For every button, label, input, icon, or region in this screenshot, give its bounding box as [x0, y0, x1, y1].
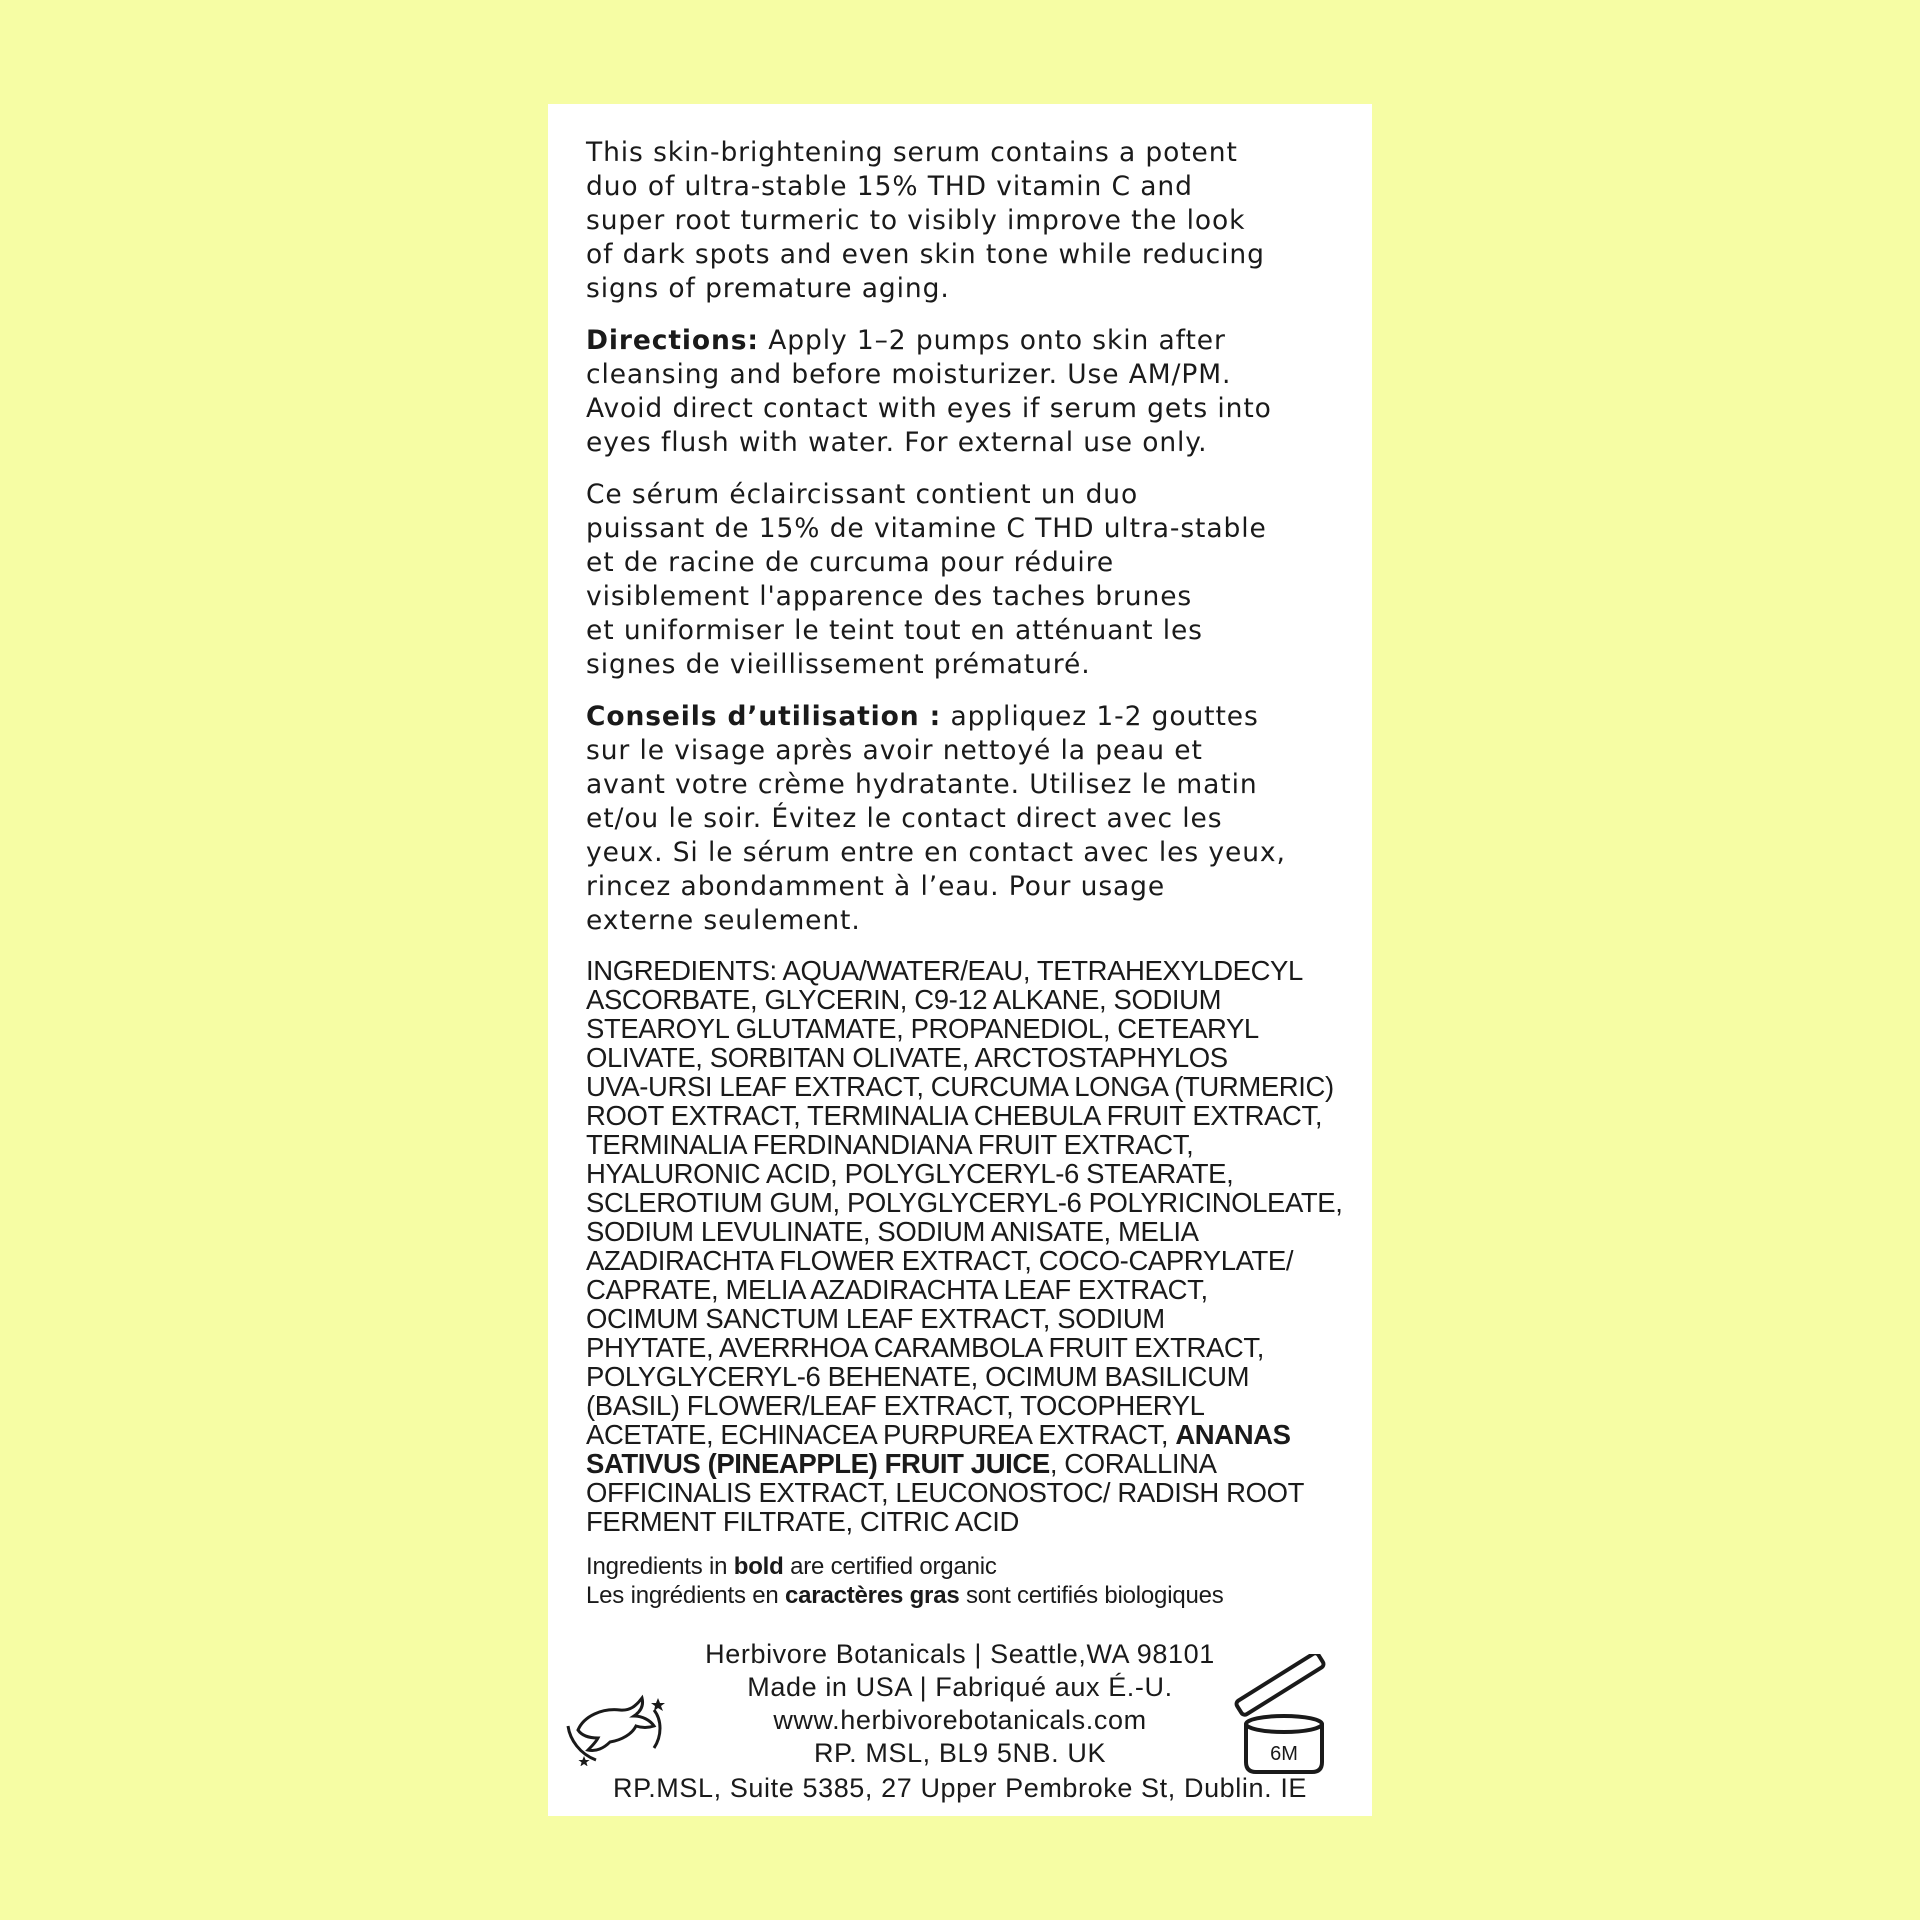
product-label — [548, 104, 1372, 1816]
ingredients-text: INGREDIENTS: AQUA/WATER/EAU, TETRAHEXYLDECYL ASCORBATE, GLYCERIN, C9-12 ALKANE, SODIUM STEAROYL GLUTAMATE, PROPANEDIOL, CETEARYL OLIVATE, SORBITAN OLIVATE, ARCTOSTAPHYLOS UVA-URSI LEAF EXTRACT, CURCUMA LONGA (TURMERIC) ROOT EXTRACT, TERMINALIA CHEBULA FRUIT EXTRACT, TERMINALIA FERDINANDIANA FRUIT EXTRACT, HYALURONIC ACID, POLYGLYCERYL-6 STEARATE, SCLEROTIUM GUM, POLYGLYCERYL-6 POLYRICINOLEATE, SODIUM LEVULINATE, SODIUM ANISATE, MELIA AZADIRACHTA FLOWER EXTRACT, COCO-CAPRYLATE/ CAPRATE, MELIA AZADIRACHTA LEAF EXTRACT, OCIMUM SANCTUM LEAF EXTRACT, SODIUM PHYTATE, AVERRHOA CARAMBOLA FRUIT EXTRACT, POLYGLYCERYL-6 BEHENATE, OCIMUM BASILICUM (BASIL) FLOWER/LEAF EXTRACT, TOCOPHERYL ACETATE, ECHINACEA PURPUREA EXTRACT, — [586, 955, 1343, 1450]
label-content — [586, 136, 1366, 1610]
organic-note-fr-pre: Les ingrédients en — [586, 1582, 786, 1609]
ingredients-list — [586, 956, 1366, 1536]
open-jar-icon — [1228, 1654, 1338, 1784]
organic-note-en-post: are certified organic — [783, 1553, 997, 1580]
ie-representative: RP.MSL, Suite 5385, 27 Upper Pembroke St, Dublin. IE — [612, 1773, 1308, 1803]
company-address: Herbivore Botanicals | Seattle,WA 98101 — [705, 1639, 1215, 1669]
organic-note-en-bold: bold — [733, 1553, 784, 1580]
directions-en — [586, 324, 1366, 460]
ingredients-organic-bold: ANANAS SATIVUS (PINEAPPLE) FRUIT JUICE — [586, 1419, 1291, 1479]
pao-label: 6M — [1270, 1743, 1298, 1765]
organic-note-en-pre: Ingredients in — [586, 1553, 734, 1580]
label-footer — [548, 1630, 1372, 1810]
description-fr: Ce sérum éclaircissant contient un duo puissant de 15% de vitamine C THD ultra-stable et de racine de curcuma pour réduire visiblement l'apparence des taches brunes et uniformiser le teint tout en atténuant les signes de vieillissement prématuré. — [586, 479, 1267, 680]
directions-fr — [586, 700, 1366, 938]
organic-note-fr-post: sont certifiés biologiques — [959, 1582, 1224, 1609]
made-in: Made in USA | Fabriqué aux É.-U. — [747, 1672, 1173, 1702]
directions-en-heading: Directions: — [586, 325, 759, 356]
ingredients-text-end: , CORALLINA OFFICINALIS EXTRACT, LEUCONOSTOC/ RADISH ROOT FERMENT FILTRATE, CITRIC ACID — [586, 1448, 1304, 1537]
organic-note-fr-bold: caractères gras — [785, 1582, 960, 1609]
description-en: This skin-brightening serum contains a potent duo of ultra-stable 15% THD vitamin C and super root turmeric to visibly improve the look of dark spots and even skin tone while reducing signs of premature aging. — [586, 137, 1265, 304]
organic-note-fr — [586, 1581, 1366, 1610]
uk-representative: RP. MSL, BL9 5NB. UK — [813, 1738, 1107, 1768]
organic-note-en — [586, 1552, 1366, 1581]
directions-fr-heading: Conseils d’utilisation : — [586, 701, 942, 732]
website: www.herbivorebotanicals.com — [773, 1705, 1147, 1735]
directions-en-text: Apply 1–2 pumps onto skin after cleansing and before moisturizer. Use AM/PM. Avoid direct contact with eyes if serum gets into eyes flush with water. For external use only. — [586, 325, 1272, 458]
directions-fr-text: appliquez 1-2 gouttes sur le visage après avoir nettoyé la peau et avant votre crème hydratante. Utilisez le matin et/ou le soir. Évitez le contact direct avec les yeux. Si le sérum entre en contact avec les yeux, rincez abondamment à l’eau. Pour usage externe seulement. — [586, 701, 1286, 936]
leaping-bunny-icon — [564, 1686, 668, 1766]
